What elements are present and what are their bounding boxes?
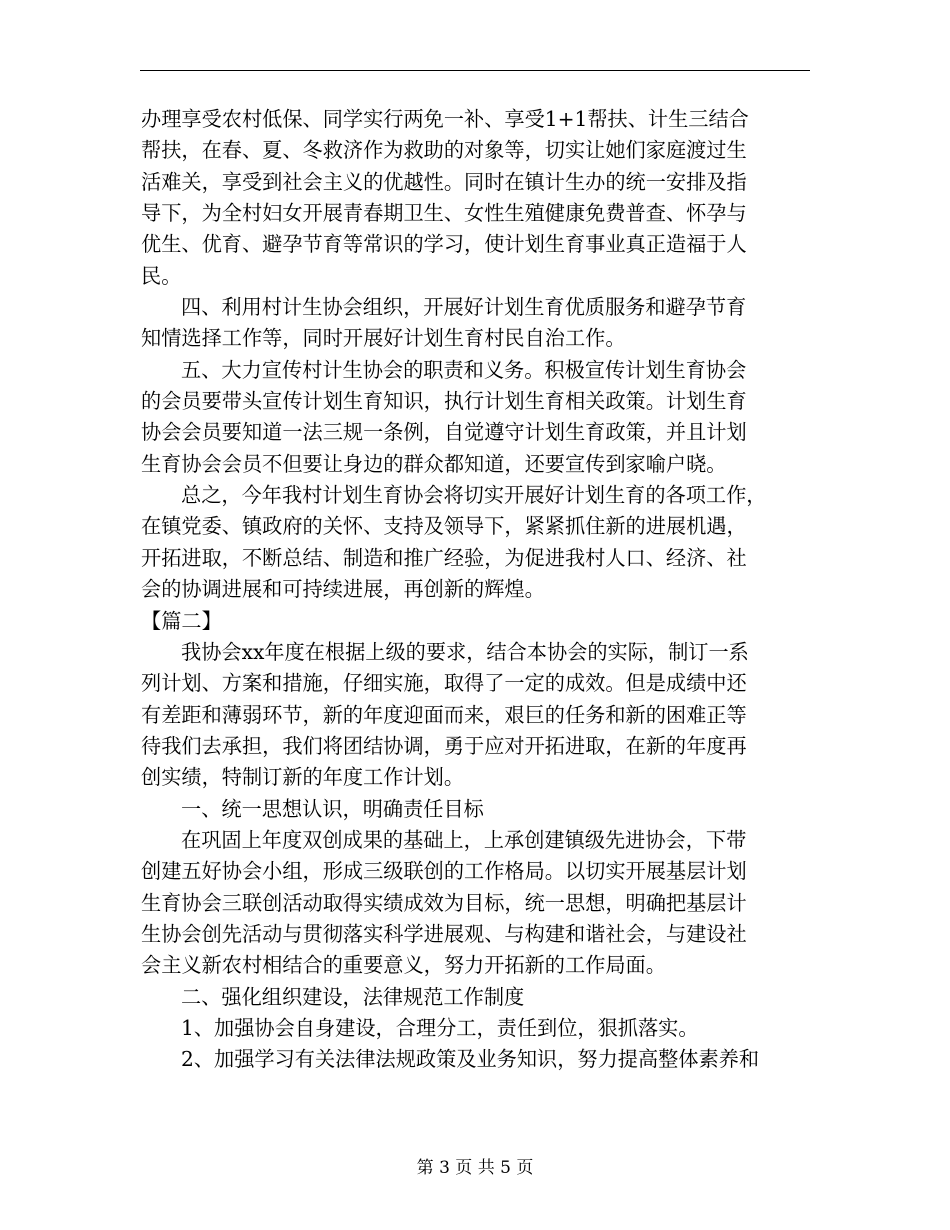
text-line: 2、加强学习有关法律法规政策及业务知识，努力提高整体素养和 (181, 1047, 760, 1072)
text-line: 生育协会会员不但要让身边的群众都知道，还要宣传到家喻户晓。 (141, 451, 727, 476)
text-line: 办理享受农村低保、同学实行两免一补、享受1+1帮扶、计生三结合 (141, 107, 749, 131)
text-line: 会的协调进展和可持续进展，再创新的辉煌。 (141, 577, 545, 602)
subsection-heading: 一、统一思想认识，明确责任目标 (181, 796, 484, 821)
text-line: 协会会员要知道一法三规一条例，自觉遵守计划生育政策，并且计划 (141, 420, 747, 445)
text-line: 生协会创先活动与贯彻落实科学进展观、与构建和谐社会，与建设社 (141, 921, 747, 946)
text-line: 帮扶，在春、夏、冬救济作为救助的对象等，切实让她们家庭渡过生 (141, 138, 747, 163)
text-line: 的会员要带头宣传计划生育知识，执行计划生育相关政策。计划生育 (141, 389, 747, 414)
text-line: 总之，今年我村计划生育协会将切实开展好计划生育的各项工作， (181, 483, 767, 508)
text-line: 会主义新农村相结合的重要意义，努力开拓新的工作局面。 (141, 953, 666, 978)
page-number: 第 3 页 共 5 页 (416, 1158, 534, 1178)
document-body (141, 104, 813, 1076)
text-line: 五、大力宣传村计生协会的职责和义务。积极宣传计划生育协会 (181, 357, 747, 382)
text-line: 有差距和薄弱环节，新的年度迎面而来，艰巨的任务和新的困难正等 (141, 702, 747, 727)
text-line: 列计划、方案和措施，仔细实施，取得了一定的成效。但是成绩中还 (141, 671, 747, 696)
text-line: 待我们去承担，我们将团结协调，勇于应对开拓进取，在新的年度再 (141, 733, 747, 758)
header-rule (140, 70, 810, 71)
text-line: 导下，为全村妇女开展青春期卫生、女性生殖健康免费普查、怀孕与 (141, 201, 747, 226)
text-line: 开拓进取，不断总结、制造和推广经验，为促进我村人口、经济、社 (141, 545, 747, 570)
text-line: 四、利用村计生协会组织，开展好计划生育优质服务和避孕节育 (181, 295, 747, 320)
text-line: 1、加强协会自身建设，合理分工，责任到位，狠抓落实。 (181, 1015, 699, 1040)
text-line: 优生、优育、避孕节育等常识的学习，使计划生育事业真正造福于人 (141, 232, 747, 257)
text-line: 创实绩，特制订新的年度工作计划。 (141, 765, 465, 790)
text-line: 活难关，享受到社会主义的优越性。同时在镇计生办的统一安排及指 (141, 169, 747, 194)
text-line: 在镇党委、镇政府的关怀、支持及领导下，紧紧抓住新的进展机遇， (141, 514, 747, 539)
text-line: 在巩固上年度双创成果的基础上，上承创建镇级先进协会，下带 (181, 827, 747, 852)
text-line: 民。 (141, 263, 182, 288)
text-line: 知情选择工作等，同时开展好计划生育村民自治工作。 (141, 326, 626, 351)
text-line: 我协会xx年度在根据上级的要求，结合本协会的实际，制订一系 (181, 639, 749, 664)
section-heading: 【篇二】 (141, 608, 222, 633)
subsection-heading: 二、强化组织建设，法律规范工作制度 (181, 984, 525, 1009)
text-line: 创建五好协会小组，形成三级联创的工作格局。以切实开展基层计划 (141, 859, 747, 884)
text-line: 生育协会三联创活动取得实绩成效为目标，统一思想，明确把基层计 (141, 890, 747, 915)
